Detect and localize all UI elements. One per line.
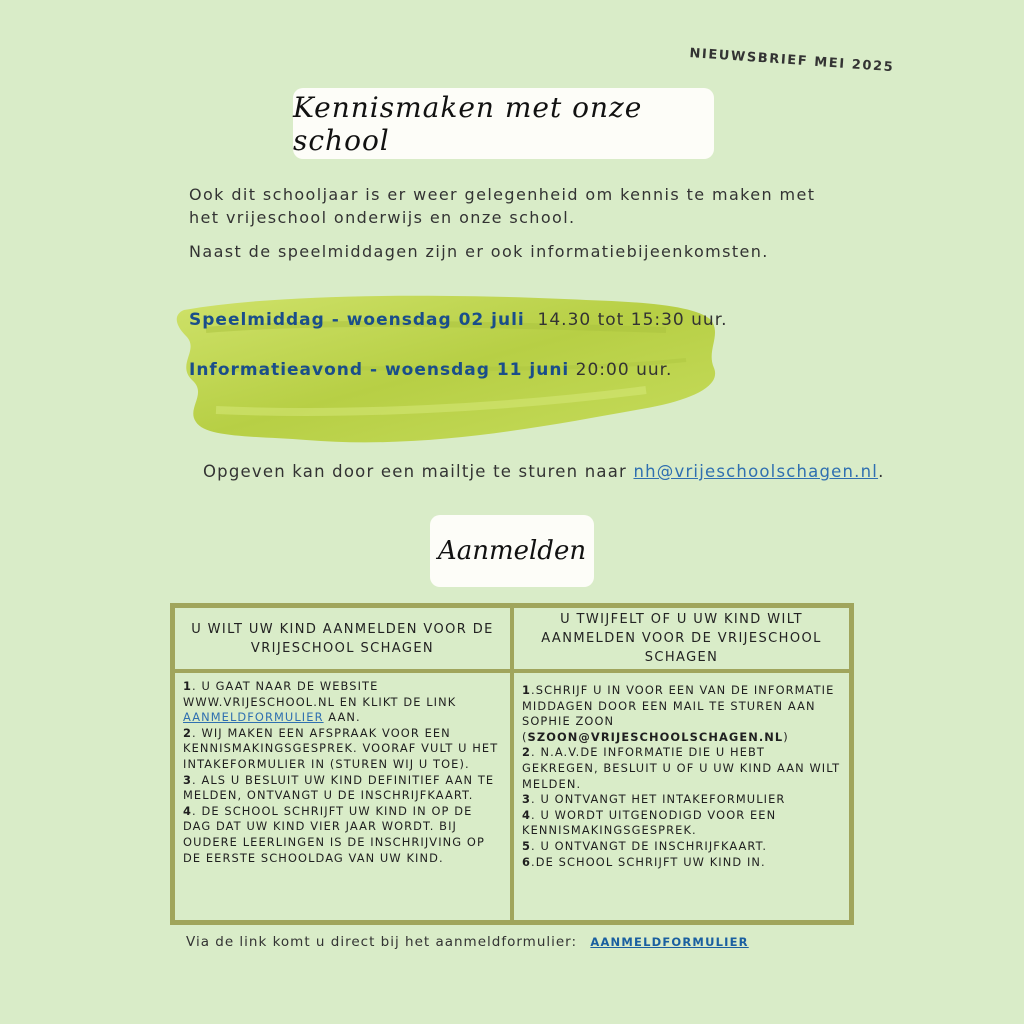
- table-cell-left-steps: [175, 673, 510, 920]
- aanmeldformulier-link[interactable]: AANMELDFORMULIER: [183, 710, 324, 725]
- intro-paragraph-2: Naast de speelmiddagen zijn er ook informatiebijeenkomsten.: [189, 242, 769, 261]
- step-item: 3. U ONTVANGT HET INTAKEFORMULIER: [522, 792, 786, 807]
- step-item: 3. ALS U BESLUIT UW KIND DEFINITIEF AAN TE MELDEN, ONTVANGT U DE INSCHRIJFKAART.: [183, 772, 495, 803]
- footer-text: Via de link komt u direct bij het aanmeldformulier:: [186, 934, 578, 950]
- newsletter-date: NIEUWSBRIEF MEI 2025: [688, 46, 895, 76]
- step-item: 4. U WORDT UITGENODIGD VOOR EEN KENNISMAKINGSGESPREK.: [522, 807, 777, 838]
- signup-email-link[interactable]: nh@vrijeschoolschagen.nl: [633, 462, 879, 481]
- footer-aanmeldformulier-link[interactable]: AANMELDFORMULIER: [590, 935, 749, 949]
- contact-email: SZOON@VRIJESCHOOLSCHAGEN.NL: [527, 729, 784, 744]
- table-header-left: U WILT UW KIND AANMELDEN VOOR DE VRIJESCHOOL SCHAGEN: [175, 608, 510, 669]
- event-name: Speelmiddag - woensdag 02 juli: [189, 310, 525, 330]
- table-header-right: U TWIJFELT OF U UW KIND WILT AANMELDEN VOOR DE VRIJESCHOOL SCHAGEN: [514, 608, 849, 669]
- step-item: 6.DE SCHOOL SCHRIJFT UW KIND IN.: [522, 854, 766, 869]
- footer-line: [186, 934, 749, 950]
- step-item: 2. WIJ MAKEN EEN AFSPRAAK VOOR EEN KENNISMAKINGSGESPREK. VOORAF VULT U HET INTAKEFORMULIER IN (STUREN WIJ U TOE).: [183, 725, 499, 771]
- event-time: 14.30 tot 15:30 uur.: [537, 310, 728, 330]
- signup-end: .: [878, 462, 885, 481]
- event-name: Informatieavond - woensdag 11 juni: [189, 360, 570, 380]
- event-time: 20:00 uur.: [575, 360, 673, 380]
- signup-text: Opgeven kan door een mailtje te sturen naar: [203, 462, 628, 481]
- registration-table: [170, 603, 854, 925]
- signup-line: [203, 462, 885, 481]
- intro-paragraph: Ook dit schooljaar is er weer gelegenheid om kennis te maken met het vrijeschool onderwijs en onze school.: [189, 185, 816, 227]
- section-title-aanmelden: Aanmelden: [430, 515, 594, 587]
- event-speelmiddag: [189, 310, 728, 330]
- step-item: 5. U ONTVANGT DE INSCHRIJFKAART.: [522, 838, 768, 853]
- step-item: 2. N.A.V.DE INFORMATIE DIE U HEBT GEKREGEN, BESLUIT U OF U UW KIND AAN WILT MELDEN.: [522, 745, 841, 791]
- section-title-kennismaken: Kennismaken met onze school: [293, 88, 714, 159]
- step-item: 1.SCHRIJF U IN VOOR EEN VAN DE INFORMATIE MIDDAGEN DOOR EEN MAIL TE STUREN AAN SOPHIE ZOON (SZOON@VRIJESCHOOLSCHAGEN.NL): [522, 683, 835, 744]
- step-item: 4. DE SCHOOL SCHRIJFT UW KIND IN OP DE DAG DAT UW KIND VIER JAAR WORDT. BIJ OUDERE LEERLINGEN IS DE INSCHRIJVING OP DE EERSTE SCHOOLDAG VAN UW KIND.: [183, 803, 485, 865]
- step-item: 1. U GAAT NAAR DE WEBSITE WWW.VRIJESCHOOL.NL EN KLIKT DE LINK AANMELDFORMULIER AAN.: [183, 679, 457, 725]
- table-cell-right-steps: [514, 673, 849, 920]
- event-informatieavond: [189, 360, 672, 380]
